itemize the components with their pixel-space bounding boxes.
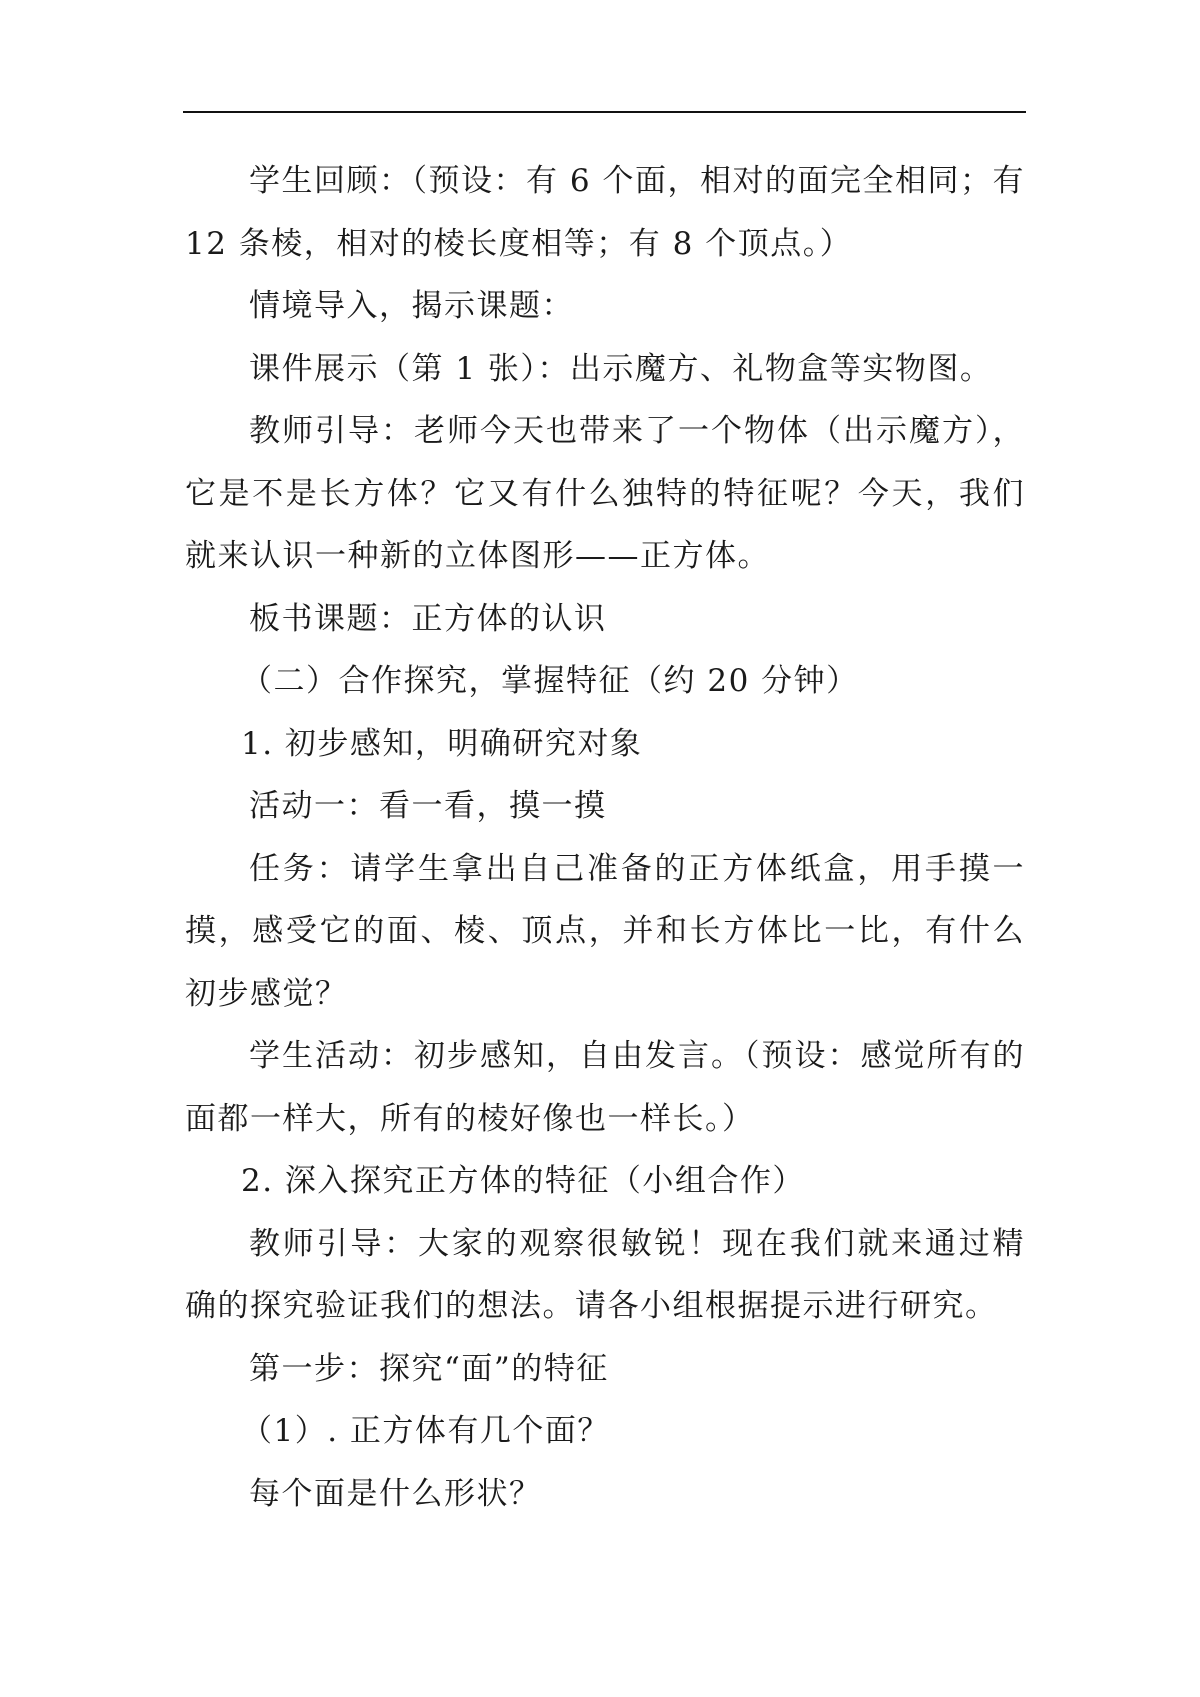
subsection-heading-2: 2. 深入探究正方体的特征（小组合作）	[241, 1163, 805, 1199]
paragraph-student-activity: 学生活动：初步感知，自由发言。（预设：感觉所有的面都一样大，所有的棱好像也一样长。）	[185, 1038, 1025, 1137]
subsection-heading-1: 1. 初步感知，明确研究对象	[241, 725, 643, 762]
paragraph-step-one: 第一步：探究“面”的特征	[249, 1350, 609, 1387]
paragraph-teacher-guide: 教师引导：老师今天也带来了一个物体（出示魔方），它是不是长方体？它又有什么独特的特征呢？今天，我们就来认识一种新的立体图形——正方体。	[185, 413, 1025, 574]
question-1: （1）. 正方体有几个面？	[241, 1413, 610, 1449]
question-shape: 每个面是什么形状？	[249, 1475, 542, 1512]
paragraph-courseware-display: 课件展示（第 1 张）：出示魔方、礼物盒等实物图。	[249, 350, 993, 387]
header-rule	[183, 111, 1026, 113]
document-body	[185, 150, 1025, 1525]
paragraph-activity-one: 活动一：看一看，摸一摸	[249, 788, 607, 824]
paragraph-student-review: 学生回顾：（预设：有 6 个面，相对的面完全相同；有 12 条棱，相对的棱长度相等；有 8 个顶点。）	[185, 163, 1025, 262]
paragraph-board-title: 板书课题：正方体的认识	[249, 600, 607, 637]
paragraph-task: 任务：请学生拿出自己准备的正方体纸盒，用手摸一摸，感受它的面、棱、顶点，并和长方体比一比，有什么初步感觉？	[185, 850, 1025, 1012]
section-heading: （二）合作探究，掌握特征（约 20 分钟）	[241, 663, 859, 699]
paragraph-teacher-guide-2: 教师引导：大家的观察很敏锐！现在我们就来通过精确的探究验证我们的想法。请各小组根据提示进行研究。	[185, 1225, 1025, 1324]
paragraph-scenario-intro: 情境导入，揭示课题：	[249, 288, 574, 324]
